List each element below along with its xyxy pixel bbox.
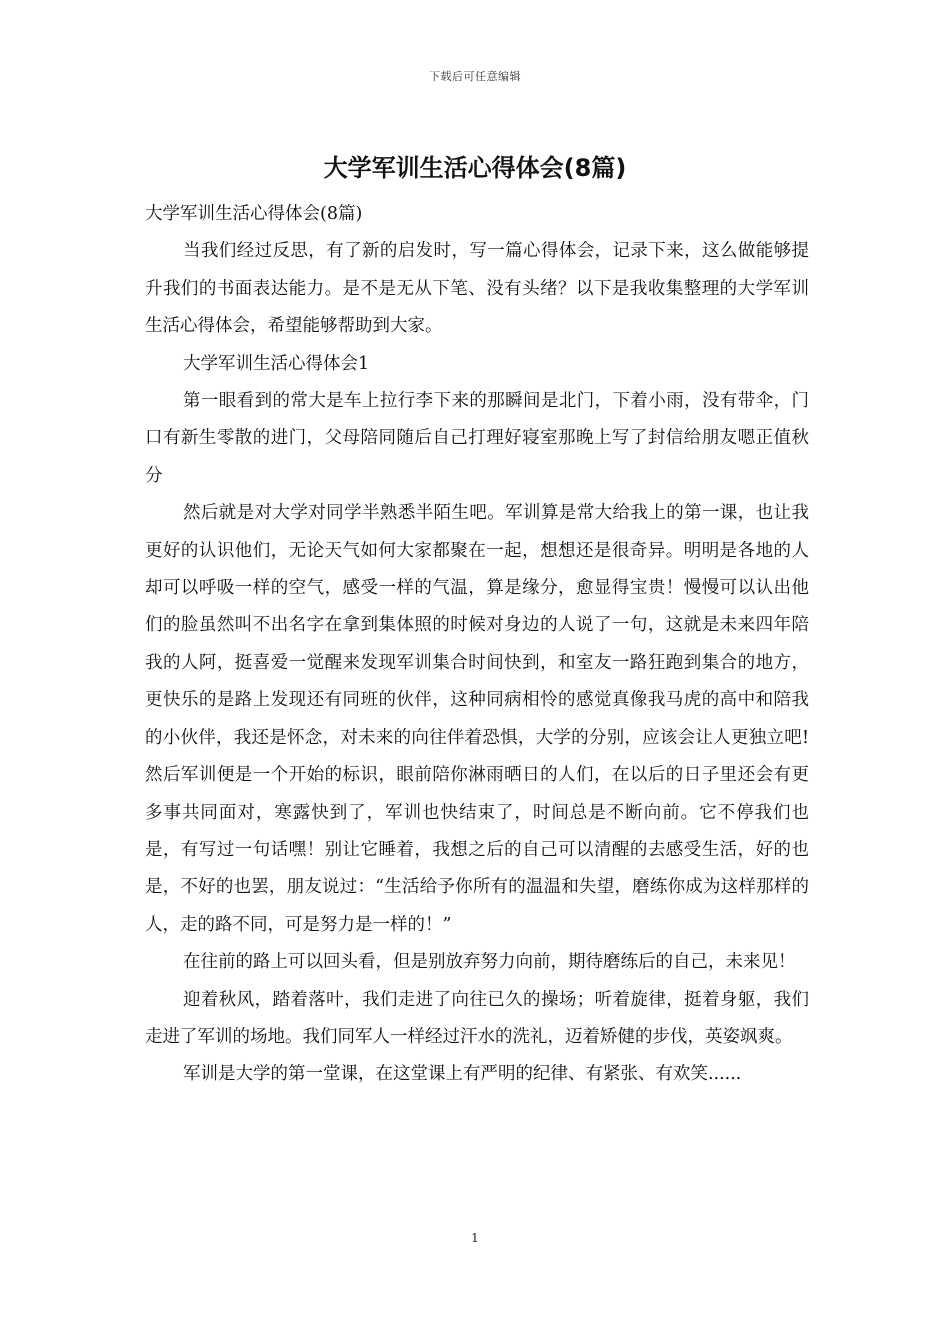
body-paragraph: 迎着秋风，踏着落叶，我们走进了向往已久的操场；听着旋律，挺着身躯，我们走进了军训的场地。我们同军人一样经过汗水的洗礼，迈着矫健的步伐，英姿飒爽。 xyxy=(145,989,809,1047)
subtitle-line: 大学军训生活心得体会(8篇) xyxy=(145,204,363,224)
header-note: 下载后可任意编辑 xyxy=(429,70,521,83)
document-title: 大学军训生活心得体会(8篇) xyxy=(323,154,627,182)
document-body xyxy=(145,196,809,1094)
body-paragraph: 军训是大学的第一堂课，在这堂课上有严明的纪律、有紧张、有欢笑...... xyxy=(183,1064,742,1085)
section-heading: 大学军训生活心得体会1 xyxy=(183,353,370,374)
body-paragraph: 在往前的路上可以回头看，但是别放弃努力向前，期待磨练后的自己，未来见！ xyxy=(183,952,796,973)
page-number: 1 xyxy=(471,1231,479,1245)
body-paragraph: 然后就是对大学对同学半熟悉半陌生吧。军训算是常大给我上的第一课，也让我更好的认识他们，无论天气如何大家都聚在一起，想想还是很奇异。明明是各地的人却可以呼吸一样的空气，感受一样的气温，算是缘分，愈显得宝贵！慢慢可以认出他们的脸虽然叫不出名字在拿到集体照的时候对身边的人说了一句，这就是未来四年陪我的人阿，挺喜爱一觉醒来发现军训集合时间快到，和室友一路狂跑到集合的地方，更快乐的是路上发现还有同班的伙伴，这种同病相怜的感觉真像我马虎的高中和陪我的小伙伴，我还是怀念，对未来的向往伴着恐惧，大学的分别，应该会让人更独立吧!然后军训便是一个开始的标识，眼前陪你淋雨晒日的人们，在以后的日子里还会有更多事共同面对，寒露快到了，军训也快结束了，时间总是不断向前。它不停我们也是，有写过一句话嘿！别让它睡着，我想之后的自己可以清醒的去感受生活，好的也是，不好的也罢，朋友说过：“生活给予你所有的温温和失望，磨练你成为这样那样的人，走的路不同，可是努力是一样的！” xyxy=(145,503,809,935)
body-paragraph: 第一眼看到的常大是车上拉行李下来的那瞬间是北门，下着小雨，没有带伞，门口有新生零散的进门，父母陪同随后自己打理好寝室那晚上写了封信给朋友嗯正值秋分 xyxy=(145,391,809,486)
intro-paragraph: 当我们经过反思，有了新的启发时，写一篇心得体会，记录下来，这么做能够提升我们的书面表达能力。是不是无从下笔、没有头绪？以下是我收集整理的大学军训生活心得体会，希望能够帮助到大家。 xyxy=(145,241,809,337)
